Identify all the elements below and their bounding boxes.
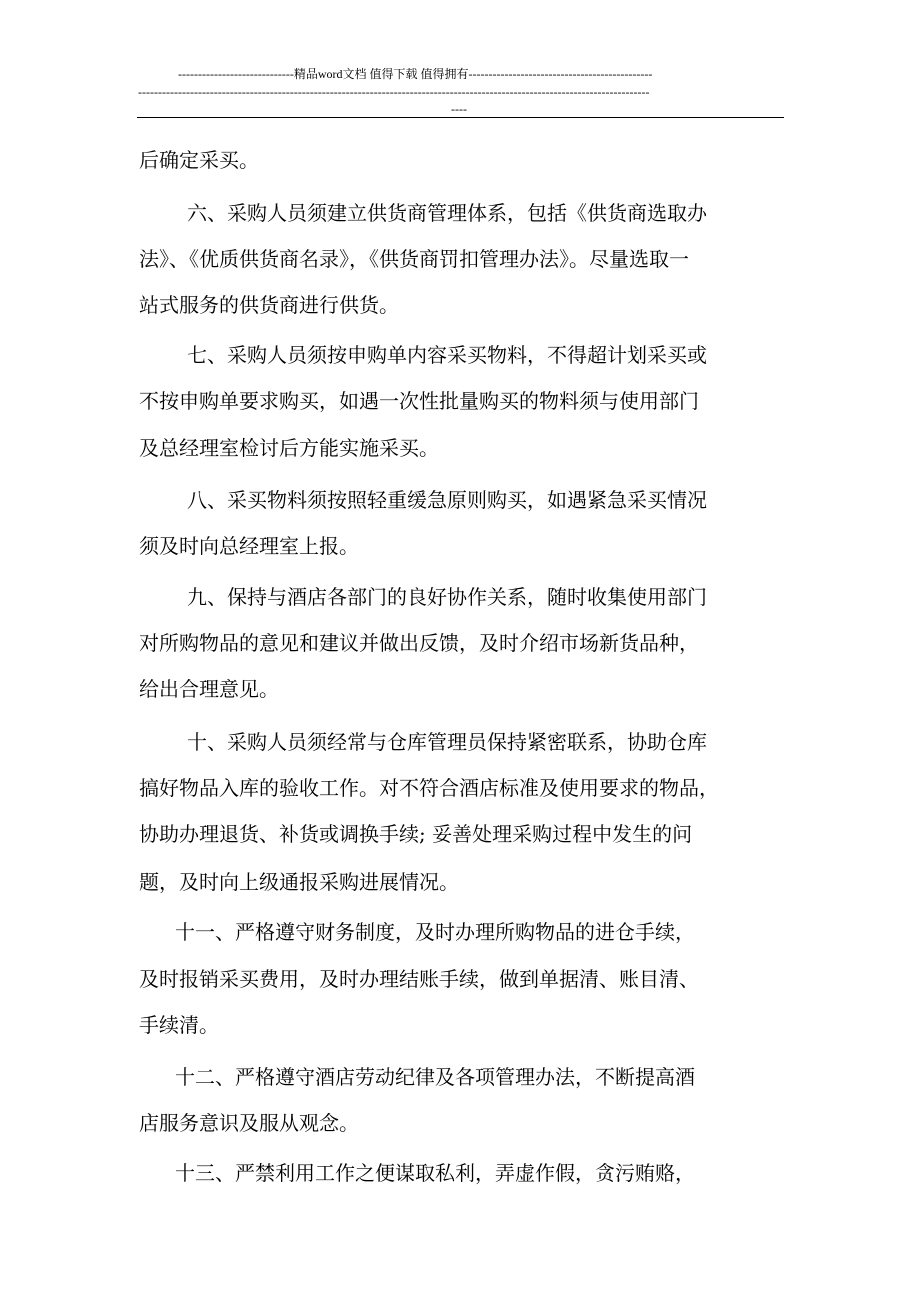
text-line: 须及时向总经理室上报。 [139, 534, 359, 558]
text-line: 给出合理意见。 [139, 677, 279, 701]
page-header-dashes: -------------------------------------------------------------------------------------------------------------------------------- [138, 85, 650, 99]
text-line: 后确定采买。 [139, 148, 259, 172]
text-line: 六、采购人员须建立供货商管理体系，包括《供货商选取办 [187, 201, 707, 225]
text-line: 手续清。 [139, 1013, 219, 1037]
text-line: 题，及时向上级通报采购进展情况。 [139, 870, 459, 894]
text-line: 站式服务的供货商进行供货。 [139, 293, 399, 317]
text-line: 法》、《优质供货商名录》，《供货商罚扣管理办法》。尽量选取一 [139, 247, 689, 271]
header-rule [137, 117, 784, 118]
text-line: 八、采买物料须按照轻重缓急原则购买，如遇紧急采买情况 [187, 488, 707, 512]
text-line: 不按申购单要求购买，如遇一次性批量购买的物料须与使用部门 [139, 389, 699, 413]
text-line: 十二、严格遵守酒店劳动纪律及各项管理办法，不断提高酒 [175, 1065, 695, 1089]
text-line: 店服务意识及服从观念。 [139, 1111, 359, 1135]
text-line: 对所购物品的意见和建议并做出反馈，及时介绍市场新货品种， [139, 631, 699, 655]
text-line: 搞好物品入库的验收工作。对不符合酒店标准及使用要求的物品， [139, 776, 719, 800]
text-line: 九、保持与酒店各部门的良好协作关系，随时收集使用部门 [187, 585, 707, 609]
text-line: 及总经理室检讨后方能实施采买。 [139, 436, 439, 460]
text-line: 协助办理退货、补货或调换手续; 妥善处理采购过程中发生的问 [139, 822, 693, 846]
page-header-dashes-tail: ---- [451, 102, 467, 116]
page-header-banner: -----------------------------精品word文档 值得下载 值得拥有---------------------------------------------- [178, 67, 653, 81]
text-line: 十、采购人员须经常与仓库管理员保持紧密联系，协助仓库 [187, 730, 707, 754]
text-line: 七、采购人员须按申购单内容采买物料，不得超计划采买或 [187, 343, 707, 367]
text-line: 及时报销采买费用，及时办理结账手续，做到单据清、账目清、 [139, 967, 699, 991]
text-line: 十一、严格遵守财务制度，及时办理所购物品的进仓手续， [175, 920, 695, 944]
text-line: 十三、严禁利用工作之便谋取私利，弄虚作假，贪污贿赂， [175, 1161, 695, 1185]
